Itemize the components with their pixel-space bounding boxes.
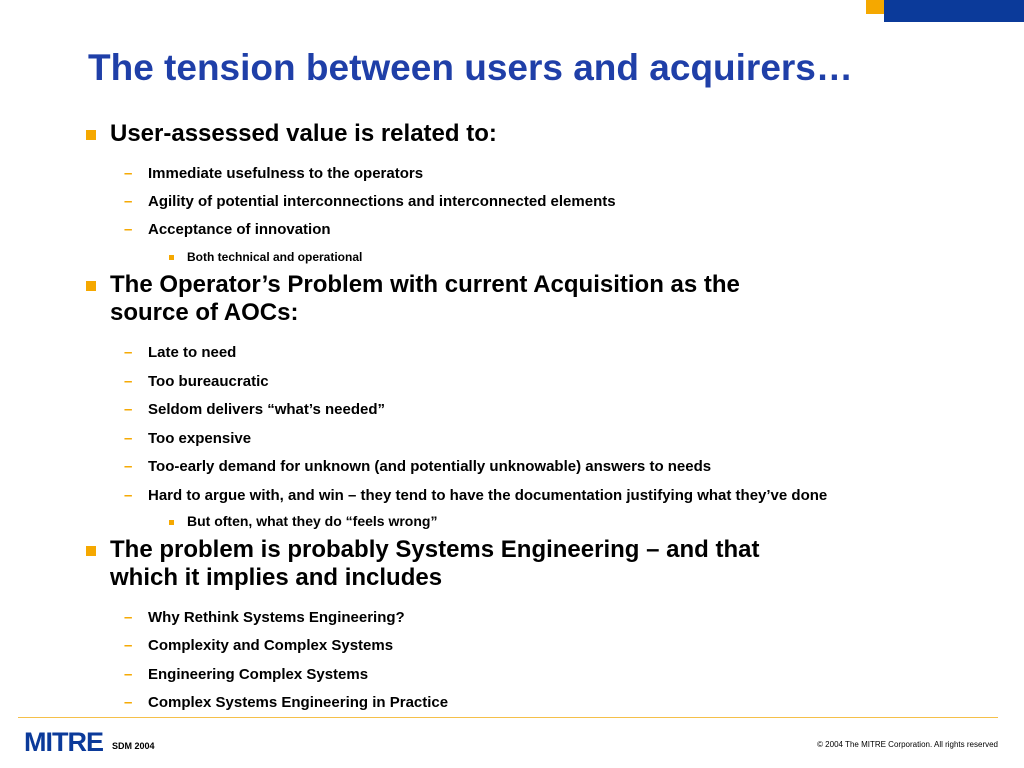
dash-marker: – [124, 193, 133, 210]
list-item: Complex Systems Engineering in Practice [148, 694, 449, 711]
list-item: Why Rethink Systems Engineering? [148, 609, 405, 626]
event-label: SDM 2004 [112, 741, 155, 751]
section-heading: User-assessed value is related to: [110, 120, 497, 147]
dash-marker: – [124, 221, 133, 238]
list-item: Complexity and Complex Systems [148, 637, 394, 654]
copyright-notice: © 2004 The MITRE Corporation. All rights reserved [817, 740, 998, 749]
bullet-square [86, 281, 96, 291]
dash-marker: – [124, 609, 133, 626]
bullet-square-small [169, 520, 174, 525]
list-item: Acceptance of innovation [148, 221, 331, 238]
section-heading-line2: source of AOCs: [110, 299, 299, 326]
corner-accent-orange [866, 0, 884, 14]
section-heading-line1: The problem is probably Systems Engineering – and that [110, 536, 760, 563]
list-item: Hard to argue with, and win – they tend to have the documentation justifying what they’ve done [148, 487, 828, 504]
bullet-square [86, 546, 96, 556]
dash-marker: – [124, 666, 133, 683]
list-item: Too-early demand for unknown (and potentially unknowable) answers to needs [148, 458, 712, 475]
list-item: Seldom delivers “what’s needed” [148, 401, 386, 418]
list-item: Immediate usefulness to the operators [148, 165, 424, 182]
slide-title: The tension between users and acquirers… [88, 47, 853, 88]
list-item: Too expensive [148, 430, 252, 447]
dash-marker: – [124, 458, 133, 475]
list-item: Too bureaucratic [148, 373, 269, 390]
dash-marker: – [124, 373, 133, 390]
dash-marker: – [124, 487, 133, 504]
list-item: Agility of potential interconnections and interconnected elements [148, 193, 616, 210]
sub-list-item: But often, what they do “feels wrong” [187, 513, 438, 529]
dash-marker: – [124, 694, 133, 711]
corner-accent-blue [884, 0, 1024, 22]
dash-marker: – [124, 344, 133, 361]
footer-divider [18, 717, 998, 718]
dash-marker: – [124, 430, 133, 447]
list-item: Engineering Complex Systems [148, 666, 369, 683]
dash-marker: – [124, 637, 133, 654]
section-heading-line2: which it implies and includes [110, 564, 443, 591]
bullet-square-small [169, 255, 174, 260]
dash-marker: – [124, 165, 133, 182]
dash-marker: – [124, 401, 133, 418]
bullet-square [86, 130, 96, 140]
list-item: Late to need [148, 344, 237, 361]
mitre-logo: MITRE [24, 727, 103, 757]
section-heading-line1: The Operator’s Problem with current Acquisition as the [110, 271, 740, 298]
sub-list-item: Both technical and operational [187, 250, 363, 264]
